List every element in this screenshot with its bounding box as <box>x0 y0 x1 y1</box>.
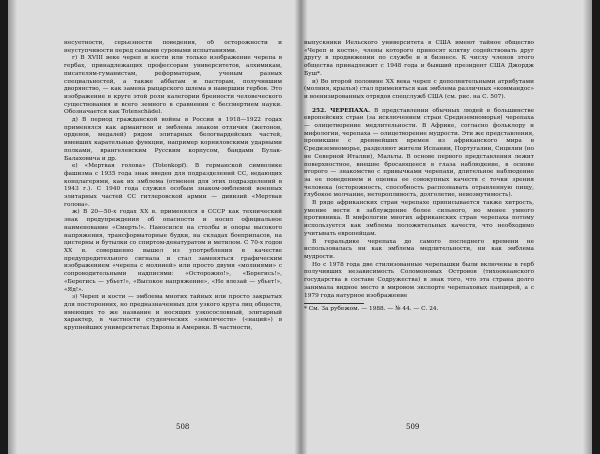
entry-heading: 252. ЧЕРЕПАХА. <box>312 107 371 114</box>
left-paragraph: ж) В 20—50-х годах XX в. применялся в СССР как технический знак предупреждения об опасности и носил официальное наименование «Смерть!». Наносился на столбы и опоры высокого напряжения, трансформаторные будки, на складах боеприпасов, на цистерны и бутылки со спиртом-денатуратом и метилом. С 70-х годов XX в. совершенно вышел из употребления в качестве предупредительного сигнала и стал заменяться графическим изображением «черепа с молнией» или просто двумя «молниями» с сопроводительными надписями: «Осторожно!», «Берегись!», «Берегись — убьет!», «Высокое напряжение», «Не влезай — убьет!», «Яд!». <box>64 209 282 293</box>
right-page <box>304 40 534 418</box>
right-page-edge <box>582 0 592 454</box>
left-paragraph: з) Череп и кости — эмблема многих тайных или просто закрытых для посторонних, но предназначенных для узкого круга лиц обществ, имеющих то же название и носящих узкосословный, элитарный характер, в частности студенческих «землячеств» («наций») в крупнейших университетах Европы и Америки. В частности, <box>64 294 282 332</box>
footnote-rule <box>304 303 364 304</box>
left-page-edge <box>8 0 18 454</box>
left-paragraph: г) В XVIII веке череп и кости или только изображение черепа в гербах, принадлежащих профессорам университетов, алхимикам, писателям-гуманистам, реформаторам, ученым разных специальностей, а также аббатам и пасторам, получившим дворянство, — как замена рыцарского шлема в навершии гербов. Это изображение в круге этой роли калегории бренности человеческого существования и всего земного в сравнении с бессмертием науки. Обозначается как Totenschädel. <box>64 55 282 116</box>
entry-paragraph: В геральдике черепаха до самого последнего времени не использовалась ни как эмблема медлительности, ни как эмблема мудрости. <box>304 238 534 260</box>
right-paragraph: выпускники Йельского университета в США имеют тайное общество «Череп и кости», члены которого приносят клятву содействовать друг другу в продвижении по службе и в бизнесе. К числу членов этого общества принадлежит с 1948 года и бывший президент США Джордж Буш*. <box>304 40 534 77</box>
footnote: * См. За рубежом. — 1988. — № 44. — С. 24. <box>304 306 439 313</box>
entry-paragraph: В ряде африканских стран черепахе приписывается также хитрость, умение вести в заблуждение более сильного, но менее умного противника. В мифологии многих африканских стран черепаха потому используется как эмблема положительных качеств, что необходимо учитывать европейцам. <box>304 200 534 237</box>
entry-paragraph: Но с 1978 года две стилизованные черепашки были включены в герб получивших независимость Соломоновых Островов (тихоокеанского государства в составе Содружества) в знак того, что эта страна долго занимала видное место в мировом экспорте черепаховых панцирей, а с 1979 года натурное изображение <box>304 261 534 299</box>
right-page-number: 509 <box>406 423 420 431</box>
left-paragraph: е) «Мертвая голова» (Totenkopf). В германской символике фашизма с 1935 года знак введен для подразделений СС, ведающих концлагерями, как их эмблема (отменен для этих подразделений в 1943 г.). С 1940 года служил особым знаком-эмблемой военных элитарных частей СС гитлеровской армии — дивизий «Мертвая голова». <box>64 163 282 208</box>
entry-text: В представлении обычных людей в большинстве европейских стран (за исключением стран Средиземноморья) черепаха — олицетворение медлительности. В Африке, согласно фольклору и мифологии, черепаха — олицетворение мудрости. Эти же представления, проникшие с древнейших времен из африканского мира в Средиземноморье, разделяют жители Испании, Португалии, Сицилии (но не Северной Италии), Мальты. В основе первого представления лежит поверхностное, внешне бросающееся в глаза наблюдение, в основе второго — знакомство с привычками черепахи, длительное наблюдение за ее поведением и оценка ее совокупных качеств с точки зрения человека (осторожность, способность распознавать отравленную пищу, глубокое молчание, неторопливость, долголетие, невозмутимость). <box>304 107 534 199</box>
entry-paragraph <box>304 108 534 200</box>
left-paragraph: несуетности, серьезности поведения, об осторожности и неуступчивости перед самыми суровыми испытаниями. <box>64 40 282 54</box>
right-paragraph: и) Во второй половине XX века череп с дополнительными атрибутами (молния, крылья) стал применяться как эмблема различных «коммандос» и военизированных отрядов спецслужб США (см. рис. на С. 507). <box>304 78 534 100</box>
left-page-number: 508 <box>176 423 190 431</box>
left-paragraph: д) В период гражданской войны в России в 1918—1922 годах применялся как армаигнон и эмблема знаком отличия (жетонов, орденов, медалей) рядом элитарных белогвардейских частей, имевших карательные функции, например корниловскими ударными полками, врангелевским Русским корпусом, бандами Булак-Балаховича и др. <box>64 117 282 162</box>
left-page <box>64 40 282 418</box>
